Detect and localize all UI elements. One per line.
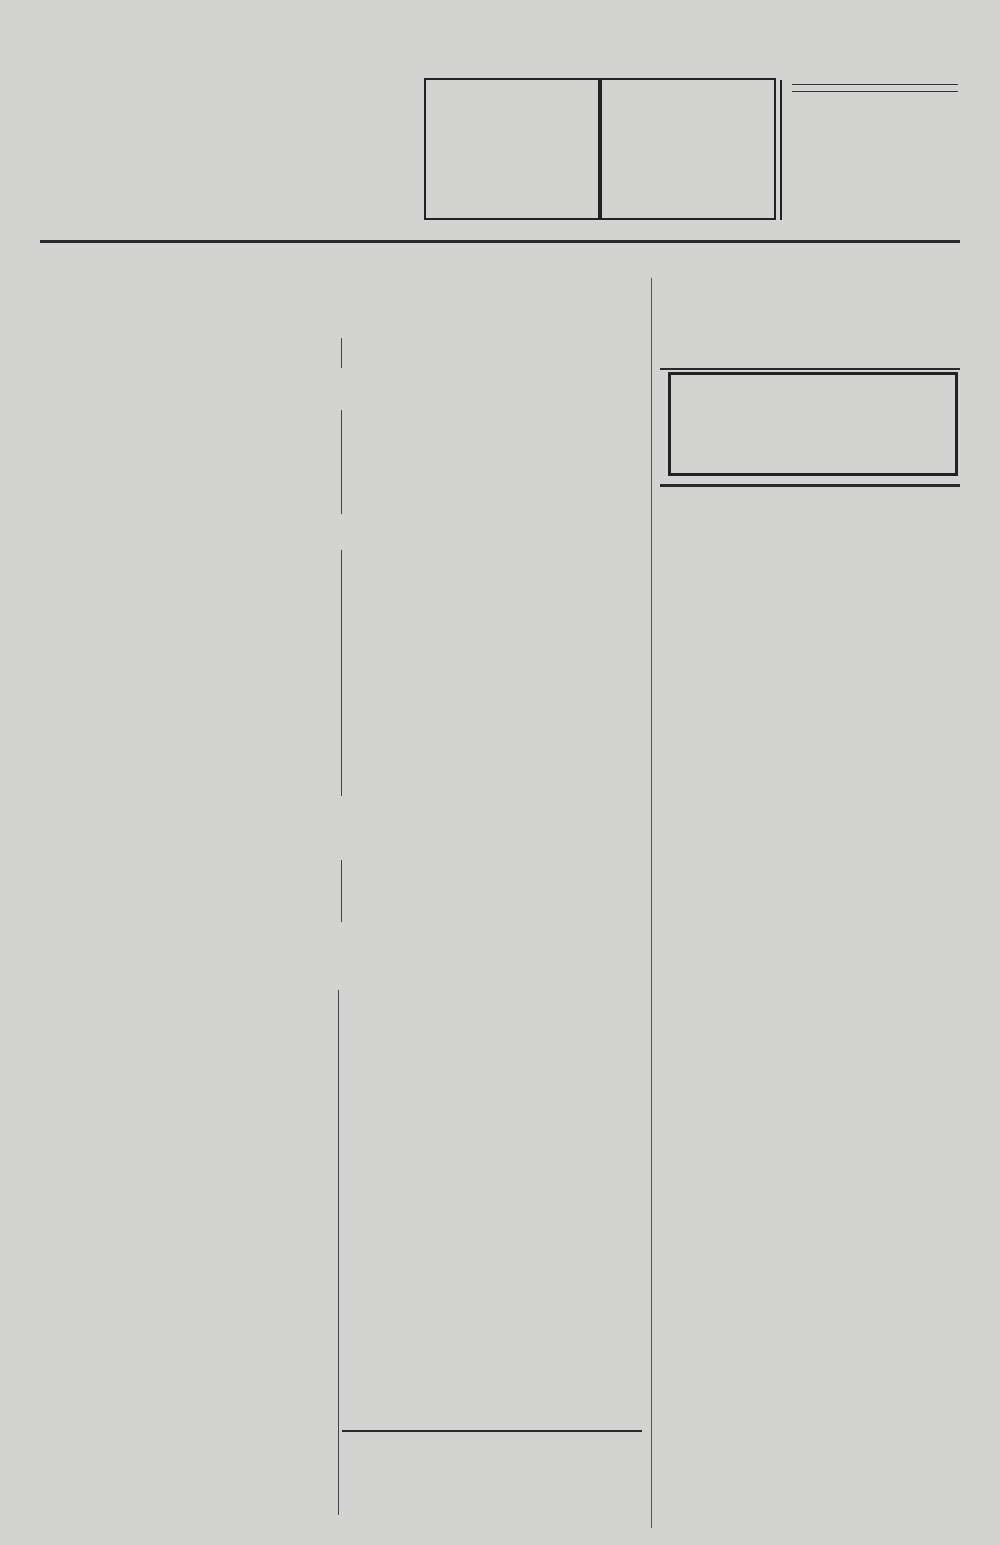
strikers-col1 xyxy=(50,552,332,558)
column-rule xyxy=(341,860,342,922)
fair-ad xyxy=(668,372,958,476)
contact-divider xyxy=(792,84,958,85)
strikers-col2 xyxy=(348,552,640,558)
planes-headline xyxy=(84,808,644,840)
tension-col1 xyxy=(50,992,330,996)
newspaper-logo xyxy=(48,56,408,206)
south-america-headline xyxy=(72,280,632,330)
masthead-rule xyxy=(40,240,960,243)
editorial-box xyxy=(424,78,600,220)
subscription-box xyxy=(600,78,776,220)
contact-divider xyxy=(792,91,958,92)
column-rule xyxy=(338,990,339,1515)
tension-col2 xyxy=(344,992,644,1000)
doctor-ad xyxy=(660,280,960,376)
column-rule xyxy=(341,410,342,514)
front-headline xyxy=(54,368,654,408)
contact-box xyxy=(780,80,958,220)
column-rule xyxy=(341,338,342,368)
column-rule xyxy=(341,550,342,796)
column-rule xyxy=(651,278,652,1528)
ad-rule xyxy=(660,484,960,487)
strikers-headline xyxy=(96,521,636,553)
ad-rule xyxy=(660,368,960,370)
wise-rule xyxy=(342,1430,642,1432)
